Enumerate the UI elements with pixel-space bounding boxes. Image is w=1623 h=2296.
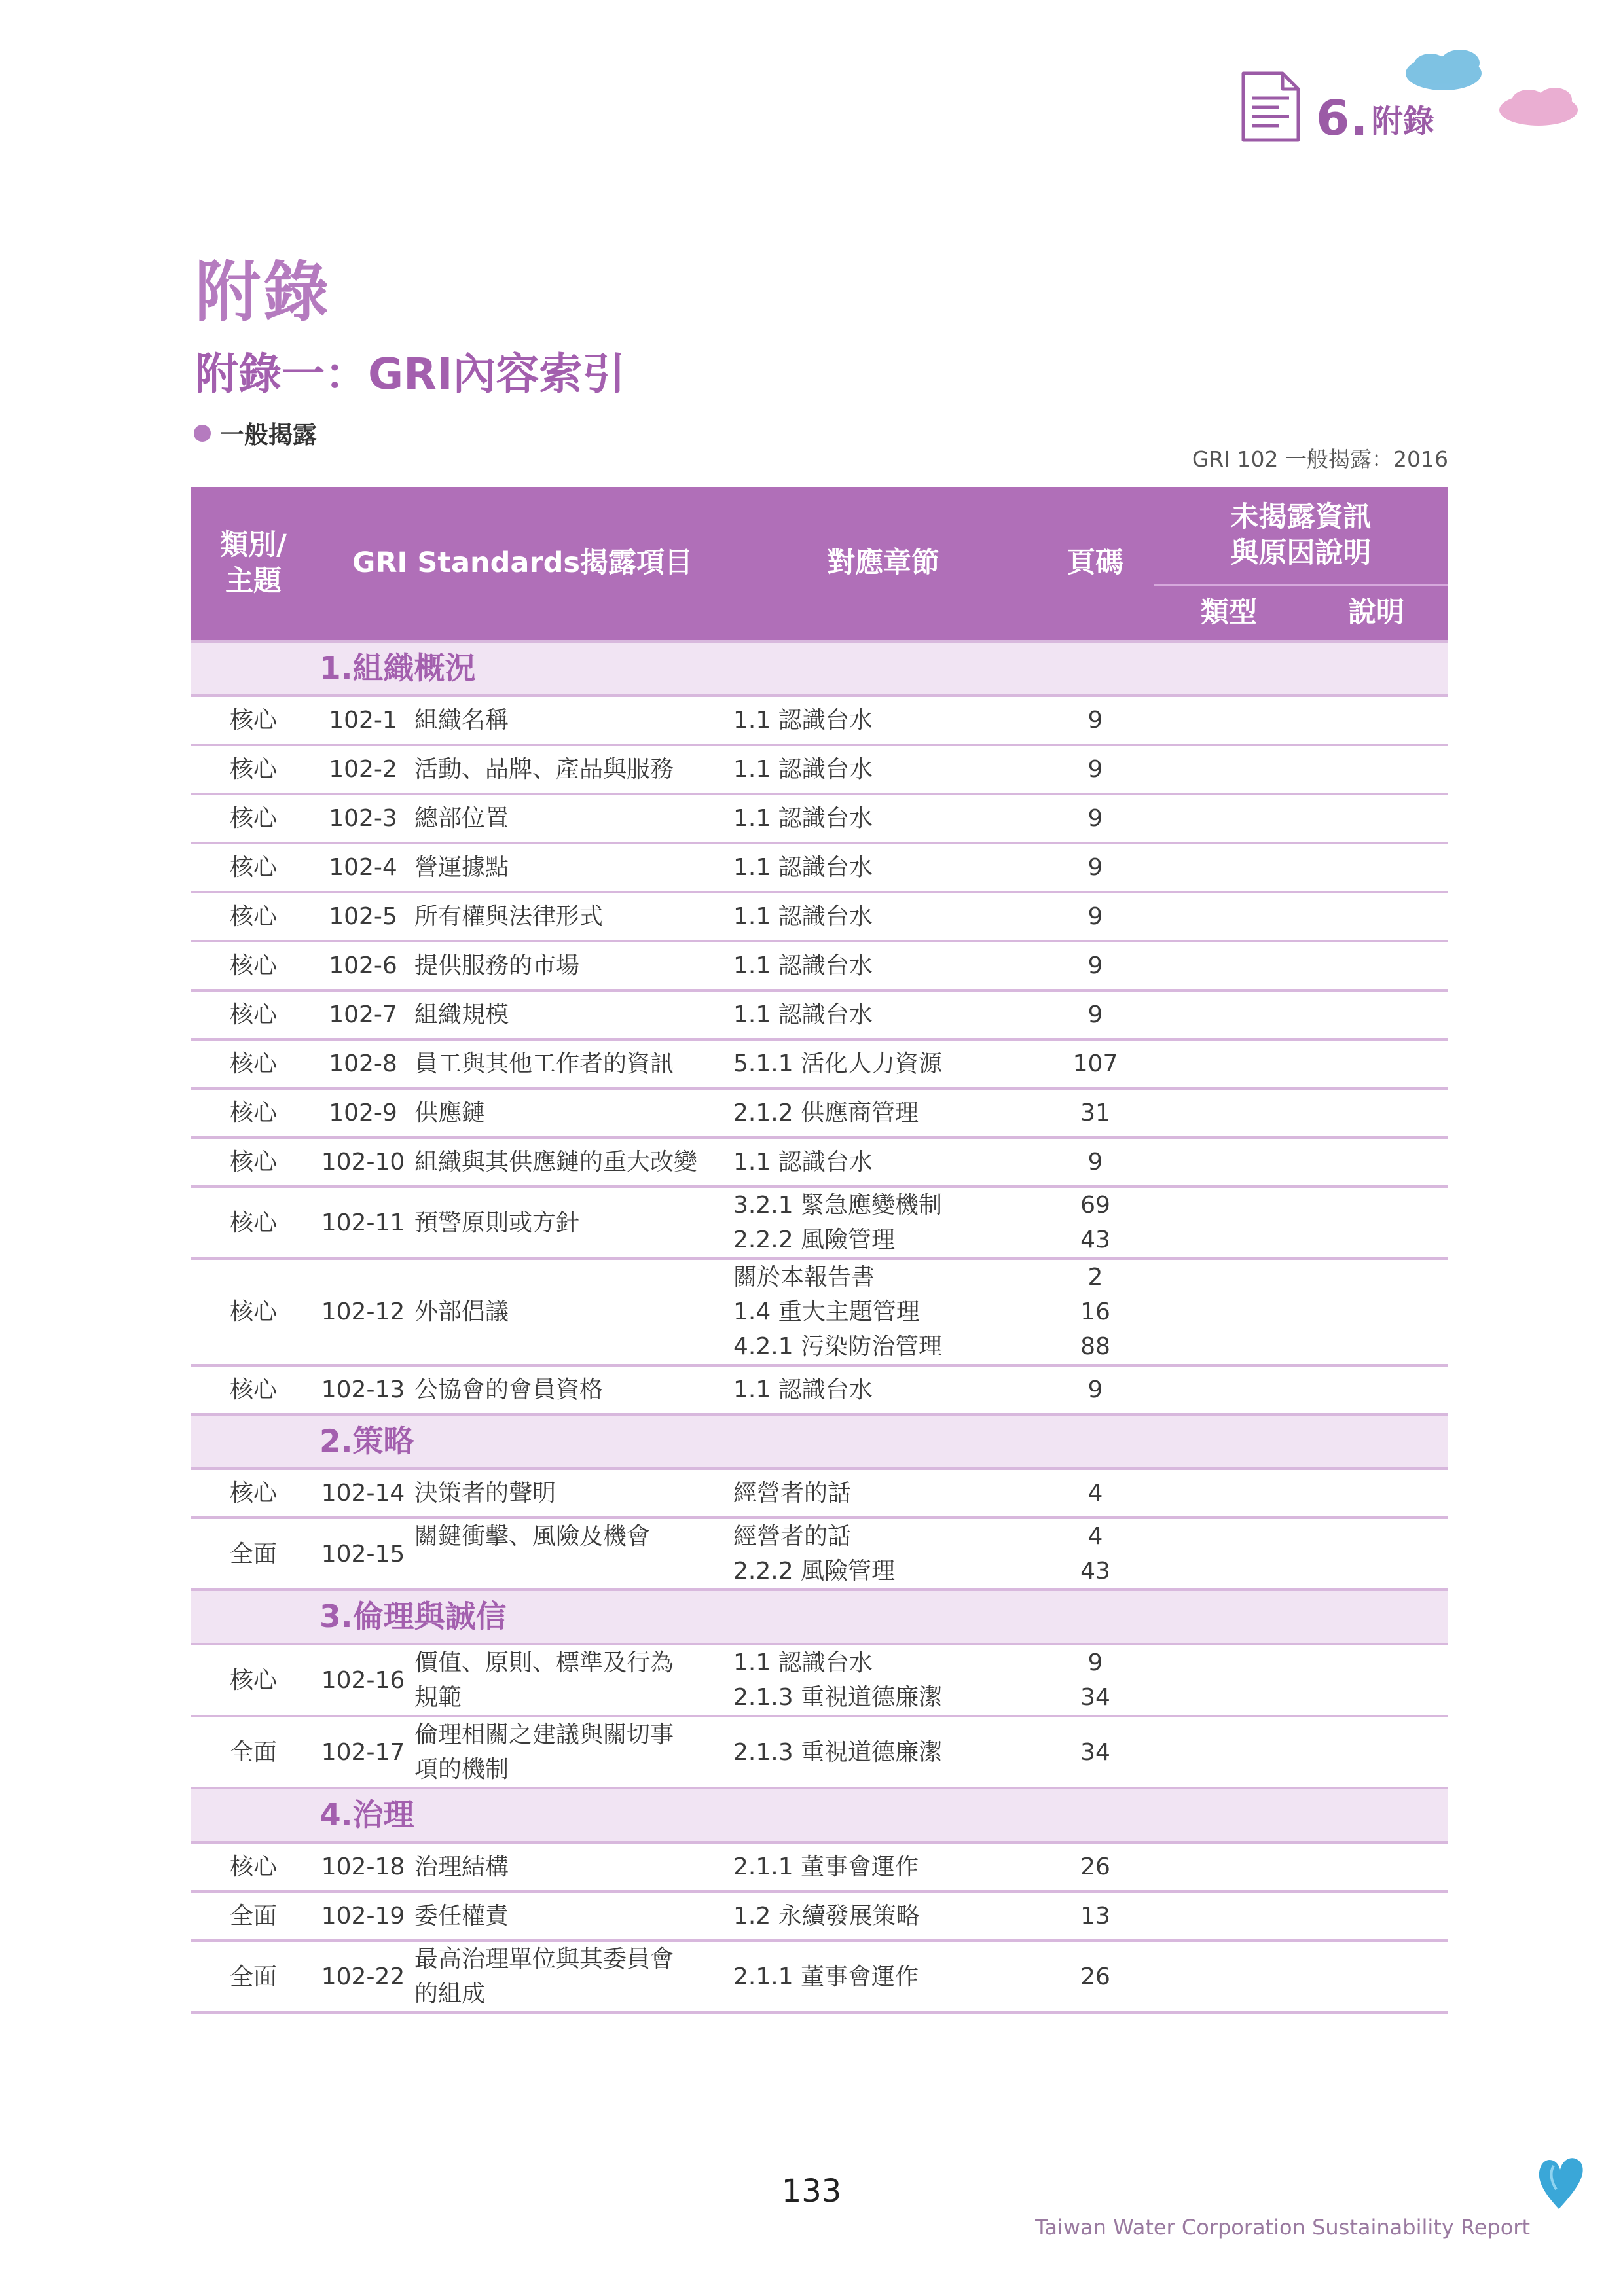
disclosure-code-cell: 102-10	[316, 1138, 410, 1187]
chapter-cell	[729, 745, 1037, 794]
page-line: 26	[1080, 1854, 1110, 1880]
disclosure-item-line: 外部倡議	[414, 1299, 509, 1325]
page-line: 9	[1087, 805, 1103, 832]
page-cell	[1037, 843, 1154, 892]
omission-type-cell	[1154, 1518, 1304, 1590]
chapter-line: 經營者的話	[733, 1523, 852, 1550]
disclosure-item-line: 倫理相關之建議與關切事	[414, 1721, 674, 1748]
page-line: 9	[1087, 1649, 1103, 1676]
category-cell: 核心	[191, 1644, 316, 1716]
table-row	[191, 1842, 1448, 1892]
chapter-cell	[729, 892, 1037, 941]
table-row	[191, 696, 1448, 745]
disclosure-code-cell: 102-19	[316, 1892, 410, 1941]
chapter-line: 2.2.2 風險管理	[733, 1227, 896, 1253]
disclosure-code-cell: 102-8	[316, 1039, 410, 1088]
chapter-cell	[729, 1138, 1037, 1187]
disclosure-item-line: 最高治理單位與其委員會	[414, 1946, 674, 1973]
category-cell: 核心	[191, 1842, 316, 1892]
omission-desc-cell	[1304, 1842, 1448, 1892]
page-line: 107	[1072, 1050, 1118, 1077]
section-row	[191, 1788, 1448, 1842]
chapter-line: 2.2.2 風險管理	[733, 1558, 896, 1585]
header-omission: 未揭露資訊 與原因說明	[1154, 487, 1448, 585]
page-cell	[1037, 1469, 1154, 1518]
disclosure-code-cell: 102-9	[316, 1088, 410, 1138]
chapter-line: 2.1.2 供應商管理	[733, 1100, 919, 1126]
omission-desc-cell	[1304, 1644, 1448, 1716]
disclosure-item-line: 公協會的會員資格	[414, 1376, 604, 1403]
disclosure-item-line: 的組成	[414, 1981, 486, 2007]
header-page: 頁碼	[1037, 487, 1154, 641]
page-line: 4	[1087, 1480, 1103, 1507]
chapter-cell	[729, 1088, 1037, 1138]
omission-desc-cell	[1304, 1138, 1448, 1187]
disclosure-item-line: 總部位置	[414, 805, 509, 832]
table-row	[191, 1138, 1448, 1187]
page-line: 34	[1080, 1684, 1110, 1711]
omission-type-cell	[1154, 1716, 1304, 1788]
disclosure-code-cell: 102-18	[316, 1842, 410, 1892]
disclosure-code-cell: 102-13	[316, 1365, 410, 1414]
page-number: 133	[781, 2173, 842, 2210]
category-cell: 核心	[191, 941, 316, 990]
page-line: 9	[1087, 756, 1103, 783]
gri-index-table	[191, 487, 1448, 2014]
category-cell: 核心	[191, 1187, 316, 1259]
disclosure-item-line: 規範	[414, 1684, 462, 1711]
category-cell: 核心	[191, 843, 316, 892]
chapter-cell	[729, 990, 1037, 1039]
chapter-line: 關於本報告書	[733, 1264, 875, 1291]
section-title-cell: 1.組織概況	[316, 641, 1448, 696]
omission-type-cell	[1154, 1138, 1304, 1187]
category-cell: 全面	[191, 1941, 316, 2013]
disclosure-item-line: 預警原則或方針	[414, 1209, 580, 1236]
page-cell	[1037, 990, 1154, 1039]
disclosure-code-cell: 102-4	[316, 843, 410, 892]
chapter-cell	[729, 1892, 1037, 1941]
table-row	[191, 1716, 1448, 1788]
omission-type-cell	[1154, 1365, 1304, 1414]
disclosure-code-cell: 102-6	[316, 941, 410, 990]
table-row	[191, 1187, 1448, 1259]
chapter-line: 2.1.3 重視道德廉潔	[733, 1684, 943, 1711]
table-row	[191, 1892, 1448, 1941]
table-row	[191, 794, 1448, 843]
table-header-row	[191, 487, 1448, 585]
section-row	[191, 641, 1448, 696]
section-title-cell: 3.倫理與誠信	[316, 1590, 1448, 1644]
omission-type-cell	[1154, 1088, 1304, 1138]
disclosure-code-cell: 102-17	[316, 1716, 410, 1788]
chapter-cell	[729, 1365, 1037, 1414]
category-cell: 全面	[191, 1892, 316, 1941]
disclosure-item-cell	[410, 1644, 729, 1716]
disclosure-item-line: 決策者的聲明	[414, 1480, 556, 1507]
omission-desc-cell	[1304, 1941, 1448, 2013]
omission-type-cell	[1154, 1039, 1304, 1088]
page-line: 43	[1080, 1227, 1110, 1253]
disclosure-item-line: 營運據點	[414, 854, 509, 881]
section-row	[191, 1414, 1448, 1469]
page-line: 88	[1080, 1333, 1110, 1360]
chapter-cell	[729, 941, 1037, 990]
table-caption: GRI 102 一般揭露：2016	[1192, 446, 1448, 472]
footer-text: Taiwan Water Corporation Sustainability Report	[1035, 2215, 1530, 2240]
category-cell: 全面	[191, 1716, 316, 1788]
omission-desc-cell	[1304, 794, 1448, 843]
omission-desc-cell	[1304, 990, 1448, 1039]
header-type: 類別/ 主題	[191, 487, 316, 641]
chapter-cell	[729, 794, 1037, 843]
page-cell	[1037, 1259, 1154, 1365]
omission-type-cell	[1154, 1259, 1304, 1365]
omission-desc-cell	[1304, 1259, 1448, 1365]
disclosure-item-line: 組織與其供應鏈的重大改變	[414, 1149, 698, 1175]
chapter-line: 2.1.1 董事會運作	[733, 1963, 919, 1990]
category-cell: 核心	[191, 892, 316, 941]
page-cell	[1037, 1088, 1154, 1138]
omission-desc-cell	[1304, 843, 1448, 892]
disclosure-item-cell	[410, 1187, 729, 1259]
disclosure-code-cell: 102-11	[316, 1187, 410, 1259]
disclosure-item-cell	[410, 1716, 729, 1788]
table-row	[191, 1644, 1448, 1716]
category-cell: 核心	[191, 1088, 316, 1138]
disclosure-item-cell	[410, 1518, 729, 1590]
omission-desc-cell	[1304, 1469, 1448, 1518]
disclosure-item-line: 項的機制	[414, 1756, 509, 1783]
chapter-line: 1.1 認識台水	[733, 1376, 873, 1403]
disclosure-item-cell	[410, 1138, 729, 1187]
disclosure-code-cell: 102-22	[316, 1941, 410, 2013]
chapter-cell	[729, 1259, 1037, 1365]
disclosure-item-cell	[410, 1088, 729, 1138]
disclosure-item-cell	[410, 892, 729, 941]
page-cell	[1037, 1716, 1154, 1788]
omission-desc-cell	[1304, 1518, 1448, 1590]
header-omission-type: 類型	[1154, 585, 1304, 641]
chapter-line: 1.1 認識台水	[733, 805, 873, 832]
disclosure-item-line: 價值、原則、標準及行為	[414, 1649, 674, 1676]
page-cell	[1037, 1941, 1154, 2013]
chapter-line: 1.1 認識台水	[733, 1649, 873, 1676]
disclosure-item-cell	[410, 1259, 729, 1365]
page-cell	[1037, 1644, 1154, 1716]
page-cell	[1037, 892, 1154, 941]
disclosure-item-line: 關鍵衝擊、風險及機會	[414, 1523, 651, 1550]
section-title: 附錄一：GRI內容索引	[195, 349, 626, 399]
subsection-heading	[194, 415, 317, 450]
omission-type-cell	[1154, 1187, 1304, 1259]
document-icon	[1239, 69, 1302, 144]
chapter-line: 1.2 永續發展策略	[733, 1903, 920, 1929]
table-row	[191, 1518, 1448, 1590]
chapter-line: 1.1 認識台水	[733, 1001, 873, 1028]
chapter-line: 1.4 重大主題管理	[733, 1299, 920, 1325]
omission-type-cell	[1154, 843, 1304, 892]
chapter-title: 附錄	[1371, 103, 1434, 140]
disclosure-item-line: 組織規模	[414, 1001, 509, 1028]
chapter-cell	[729, 1644, 1037, 1716]
category-cell: 核心	[191, 1469, 316, 1518]
page-line: 31	[1080, 1100, 1110, 1126]
chapter-cell	[729, 843, 1037, 892]
chapter-line: 4.2.1 污染防治管理	[733, 1333, 943, 1360]
omission-desc-cell	[1304, 892, 1448, 941]
subsection-label: 一般揭露	[220, 421, 317, 449]
chapter-line: 經營者的話	[733, 1480, 852, 1507]
omission-desc-cell	[1304, 1187, 1448, 1259]
page-line: 13	[1080, 1903, 1110, 1929]
page-cell	[1037, 696, 1154, 745]
disclosure-code-cell: 102-2	[316, 745, 410, 794]
page-cell	[1037, 1187, 1154, 1259]
header-omission-desc: 說明	[1304, 585, 1448, 641]
page-line: 34	[1080, 1738, 1110, 1766]
disclosure-item-cell	[410, 1892, 729, 1941]
bullet-icon	[194, 425, 211, 442]
omission-type-cell	[1154, 1644, 1304, 1716]
category-cell: 核心	[191, 1365, 316, 1414]
disclosure-code-cell: 102-3	[316, 794, 410, 843]
disclosure-item-cell	[410, 843, 729, 892]
page-cell	[1037, 794, 1154, 843]
omission-type-cell	[1154, 1469, 1304, 1518]
chapter-cell	[729, 1842, 1037, 1892]
page-line: 9	[1087, 903, 1103, 930]
header-chapter: 對應章節	[729, 487, 1037, 641]
omission-type-cell	[1154, 1941, 1304, 2013]
chapter-cell	[729, 1187, 1037, 1259]
omission-type-cell	[1154, 990, 1304, 1039]
watercolor-clouds-icon	[1398, 39, 1594, 144]
omission-desc-cell	[1304, 745, 1448, 794]
page-line: 16	[1080, 1299, 1110, 1325]
disclosure-item-line: 供應鏈	[414, 1100, 486, 1126]
page-cell	[1037, 1039, 1154, 1088]
omission-desc-cell	[1304, 1039, 1448, 1088]
page-line: 9	[1087, 854, 1103, 881]
disclosure-item-line: 提供服務的市場	[414, 952, 580, 979]
page-cell	[1037, 745, 1154, 794]
page-cell	[1037, 1892, 1154, 1941]
chapter-cell	[729, 1469, 1037, 1518]
page-line: 69	[1080, 1192, 1110, 1219]
disclosure-item-cell	[410, 745, 729, 794]
disclosure-code-cell: 102-16	[316, 1644, 410, 1716]
disclosure-code-cell: 102-1	[316, 696, 410, 745]
chapter-line: 1.1 認識台水	[733, 707, 873, 734]
category-cell: 核心	[191, 990, 316, 1039]
disclosure-item-cell	[410, 1039, 729, 1088]
omission-desc-cell	[1304, 1716, 1448, 1788]
category-cell: 核心	[191, 1039, 316, 1088]
category-cell: 全面	[191, 1518, 316, 1590]
category-cell: 核心	[191, 745, 316, 794]
page-line: 9	[1087, 1001, 1103, 1028]
page-cell	[1037, 1518, 1154, 1590]
disclosure-item-cell	[410, 696, 729, 745]
disclosure-item-cell	[410, 941, 729, 990]
page-line: 43	[1080, 1558, 1110, 1585]
chapter-line: 2.1.3 重視道德廉潔	[733, 1738, 943, 1766]
section-row	[191, 1590, 1448, 1644]
disclosure-item-cell	[410, 794, 729, 843]
omission-type-cell	[1154, 1892, 1304, 1941]
heart-icon	[1534, 2150, 1586, 2213]
page-cell	[1037, 1365, 1154, 1414]
omission-type-cell	[1154, 1842, 1304, 1892]
omission-desc-cell	[1304, 1088, 1448, 1138]
header-item: GRI Standards揭露項目	[316, 487, 729, 641]
chapter-cell	[729, 1716, 1037, 1788]
disclosure-item-cell	[410, 1365, 729, 1414]
chapter-line: 1.1 認識台水	[733, 756, 873, 783]
disclosure-code-cell: 102-7	[316, 990, 410, 1039]
disclosure-code-cell: 102-5	[316, 892, 410, 941]
table-row	[191, 990, 1448, 1039]
chapter-line: 1.1 認識台水	[733, 854, 873, 881]
page-line: 9	[1087, 952, 1103, 979]
chapter-cell	[729, 1039, 1037, 1088]
chapter-line: 3.2.1 緊急應變機制	[733, 1192, 943, 1219]
omission-type-cell	[1154, 892, 1304, 941]
table-row	[191, 1365, 1448, 1414]
table-row	[191, 892, 1448, 941]
table-row	[191, 1088, 1448, 1138]
category-cell: 核心	[191, 1138, 316, 1187]
chapter-line: 1.1 認識台水	[733, 952, 873, 979]
disclosure-code-cell: 102-15	[316, 1518, 410, 1590]
chapter-number: 6.	[1316, 90, 1368, 147]
page-cell	[1037, 1138, 1154, 1187]
page-line: 9	[1087, 707, 1103, 734]
disclosure-item-cell	[410, 990, 729, 1039]
disclosure-item-cell	[410, 1469, 729, 1518]
table-row	[191, 1469, 1448, 1518]
category-cell: 核心	[191, 1259, 316, 1365]
category-cell: 核心	[191, 696, 316, 745]
disclosure-item-line: 組織名稱	[414, 707, 509, 734]
table-row	[191, 1259, 1448, 1365]
disclosure-item-line: 委任權責	[414, 1903, 509, 1929]
disclosure-item-cell	[410, 1842, 729, 1892]
disclosure-code-cell: 102-12	[316, 1259, 410, 1365]
omission-type-cell	[1154, 794, 1304, 843]
page-line: 4	[1087, 1523, 1103, 1550]
page-cell	[1037, 941, 1154, 990]
disclosure-item-line: 所有權與法律形式	[414, 903, 604, 930]
chapter-line: 1.1 認識台水	[733, 1149, 873, 1175]
page-title: 附錄	[195, 254, 331, 331]
section-title-cell: 4.治理	[316, 1788, 1448, 1842]
omission-desc-cell	[1304, 696, 1448, 745]
section-title-cell: 2.策略	[316, 1414, 1448, 1469]
page-line: 9	[1087, 1376, 1103, 1403]
table-row	[191, 745, 1448, 794]
disclosure-item-line: 員工與其他工作者的資訊	[414, 1050, 674, 1077]
table-row	[191, 843, 1448, 892]
page-cell	[1037, 1842, 1154, 1892]
table-row	[191, 1941, 1448, 2013]
omission-desc-cell	[1304, 1892, 1448, 1941]
chapter-cell	[729, 1518, 1037, 1590]
disclosure-item-cell	[410, 1941, 729, 2013]
chapter-line: 5.1.1 活化人力資源	[733, 1050, 943, 1077]
omission-desc-cell	[1304, 941, 1448, 990]
chapter-cell	[729, 696, 1037, 745]
omission-type-cell	[1154, 745, 1304, 794]
omission-type-cell	[1154, 696, 1304, 745]
page-line: 26	[1080, 1963, 1110, 1990]
chapter-line: 2.1.1 董事會運作	[733, 1854, 919, 1880]
table-row	[191, 941, 1448, 990]
omission-desc-cell	[1304, 1365, 1448, 1414]
chapter-line: 1.1 認識台水	[733, 903, 873, 930]
disclosure-code-cell: 102-14	[316, 1469, 410, 1518]
page-line: 2	[1087, 1264, 1103, 1291]
chapter-cell	[729, 1941, 1037, 2013]
disclosure-item-line: 治理結構	[414, 1854, 509, 1880]
page-line: 9	[1087, 1149, 1103, 1175]
disclosure-item-line: 活動、品牌、產品與服務	[414, 756, 674, 783]
table-row	[191, 1039, 1448, 1088]
omission-type-cell	[1154, 941, 1304, 990]
category-cell: 核心	[191, 794, 316, 843]
